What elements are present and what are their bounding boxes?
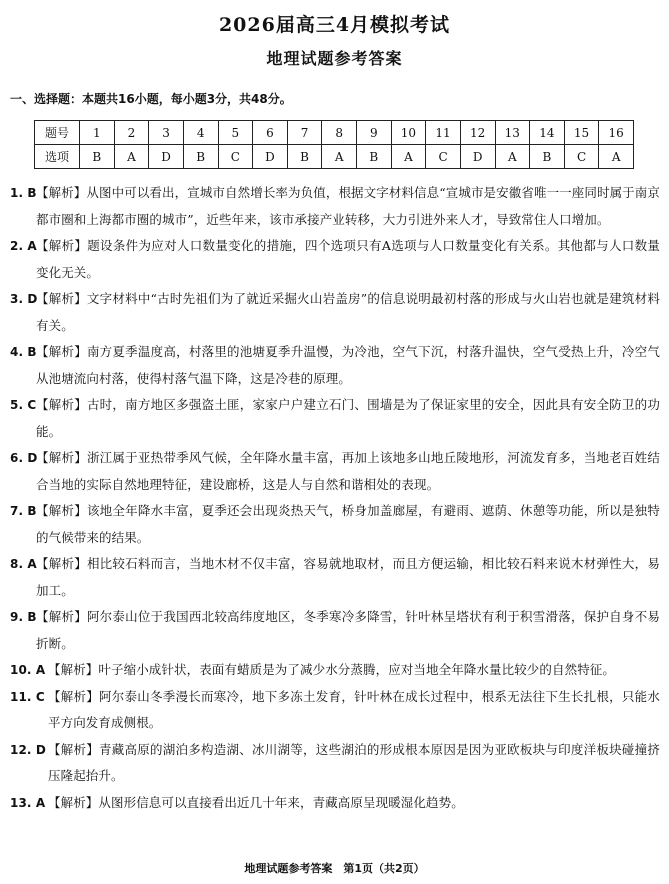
- answer-table: [34, 120, 634, 169]
- table-cell: 10: [391, 121, 426, 145]
- explanation-item: [10, 233, 660, 286]
- item-text: 【解析】阿尔泰山冬季漫长而寒冷，地下多冻土发育，针叶林在成长过程中，根系无法往下生长扎根，只能水平方向发育成侧根。: [48, 688, 660, 730]
- table-cell: A: [391, 145, 426, 169]
- item-text: 【解析】青藏高原的湖泊多构造湖、冰川湖等，这些湖泊的形成根本原因是因为亚欧板块与印度洋板块碰撞挤压隆起抬升。: [48, 741, 660, 783]
- item-number: 4. B: [10, 345, 37, 359]
- item-text: 【解析】相比较石料而言，当地木材不仅丰富，容易就地取材，而且方便运输，相比较石料来说木材弹性大，易加工。: [36, 556, 660, 598]
- table-cell: C: [426, 145, 461, 169]
- row-label-answer: 选项: [35, 145, 80, 169]
- item-text: 【解析】从图形信息可以直接看出近几十年来，青藏高原呈现暖湿化趋势。: [48, 794, 464, 810]
- table-cell: 8: [322, 121, 357, 145]
- item-number: 7. B: [10, 504, 37, 518]
- section-heading: 一、选择题：本题共16小题，每小题3分，共48分。: [10, 92, 292, 106]
- item-number: 9. B: [10, 610, 37, 624]
- table-cell: 5: [218, 121, 253, 145]
- explanation-item: [10, 339, 660, 392]
- explanation-list: [10, 180, 660, 816]
- table-cell: B: [287, 145, 322, 169]
- table-cell: A: [495, 145, 530, 169]
- table-cell: 3: [149, 121, 184, 145]
- item-number: 6. D: [10, 451, 38, 465]
- item-number: 1. B: [10, 186, 37, 200]
- explanation-item: [10, 604, 660, 657]
- table-cell: A: [599, 145, 634, 169]
- table-cell: 9: [357, 121, 392, 145]
- explanation-item: [10, 657, 660, 684]
- item-text: 【解析】叶子缩小成针状，表面有蜡质是为了减少水分蒸腾，应对当地全年降水量比较少的自然特征。: [48, 662, 616, 677]
- table-cell: B: [80, 145, 115, 169]
- item-text: 【解析】浙江属于亚热带季风气候，全年降水量丰富，再加上该地多山地丘陵地形，河流发育多，当地老百姓结合当地的实际自然地理特征，建设廊桥，这是人与自然和谐相处的表现。: [36, 450, 660, 492]
- item-text: 【解析】阿尔泰山位于我国西北较高纬度地区，冬季寒冷多降雪，针叶林呈塔状有利于积雪滑落，保护自身不易折断。: [36, 609, 660, 651]
- table-cell: D: [253, 145, 288, 169]
- row-label-number: 题号: [35, 121, 80, 145]
- page-subtitle: 地理试题参考答案: [266, 49, 403, 68]
- table-cell: 12: [460, 121, 495, 145]
- table-cell: 6: [253, 121, 288, 145]
- page-title: 2026届高三4月模拟考试: [218, 14, 451, 36]
- table-cell: 16: [599, 121, 634, 145]
- item-text: 【解析】南方夏季温度高，村落里的池塘夏季升温慢，为冷池，空气下沉，村落升温快，空气受热上升，冷空气从池塘流向村落，使得村落气温下降，这是冷巷的原理。: [36, 344, 660, 386]
- item-text: 【解析】该地全年降水丰富，夏季还会出现炎热天气，桥身加盖廊屋，有避雨、遮荫、休憩等功能，所以是独特的气候带来的结果。: [36, 503, 660, 545]
- table-cell: 4: [183, 121, 218, 145]
- page-footer: 地理试题参考答案 第1页（共2页）: [244, 862, 425, 875]
- table-cell: 14: [530, 121, 565, 145]
- explanation-item: [10, 445, 660, 498]
- item-number: 5. C: [10, 398, 37, 412]
- table-cell: D: [149, 145, 184, 169]
- item-number: 11. C: [10, 689, 45, 704]
- explanation-item: [10, 286, 660, 339]
- table-cell: A: [114, 145, 149, 169]
- table-cell: B: [183, 145, 218, 169]
- table-cell: 11: [426, 121, 461, 145]
- table-cell: 13: [495, 121, 530, 145]
- table-cell: B: [530, 145, 565, 169]
- table-cell: C: [218, 145, 253, 169]
- explanation-item: [10, 180, 660, 233]
- item-number: 8. A: [10, 557, 37, 571]
- explanation-item: [10, 392, 660, 445]
- explanation-item: [10, 498, 660, 551]
- table-cell: 15: [564, 121, 599, 145]
- table-cell: 7: [287, 121, 322, 145]
- item-text: 【解析】从图中可以看出，宣城市自然增长率为负值，根据文字材料信息“宣城市是安徽省唯一一座同时属于南京都市圈和上海都市圈的城市”，近些年来，该市承接产业转移，大力引进外来人才，导致常住人口增加。: [36, 185, 660, 227]
- item-number: 10. A: [10, 663, 46, 677]
- explanation-item: [10, 551, 660, 604]
- item-number: 13. A: [10, 795, 46, 810]
- explanation-item: [10, 684, 660, 737]
- item-text: 【解析】文字材料中“古时先祖们为了就近采掘火山岩盖房”的信息说明最初村落的形成与火山岩也就是建筑材料有关。: [36, 291, 660, 333]
- table-cell: 2: [114, 121, 149, 145]
- table-cell: A: [322, 145, 357, 169]
- item-text: 【解析】题设条件为应对人口数量变化的措施，四个选项只有A选项与人口数量变化有关系。其他都与人口数量变化无关。: [36, 238, 660, 280]
- explanation-item: [10, 790, 660, 817]
- item-text: 【解析】古时，南方地区多强盗土匪，家家户户建立石门、围墙是为了保证家里的安全，因此具有安全防卫的功能。: [36, 397, 660, 439]
- question-number-row: [35, 121, 634, 145]
- table-cell: C: [564, 145, 599, 169]
- table-cell: D: [460, 145, 495, 169]
- table-cell: 1: [80, 121, 115, 145]
- item-number: 3. D: [10, 292, 38, 306]
- item-number: 12. D: [10, 742, 46, 757]
- explanation-item: [10, 737, 660, 790]
- answer-row: [35, 145, 634, 169]
- table-cell: B: [357, 145, 392, 169]
- item-number: 2. A: [10, 239, 37, 253]
